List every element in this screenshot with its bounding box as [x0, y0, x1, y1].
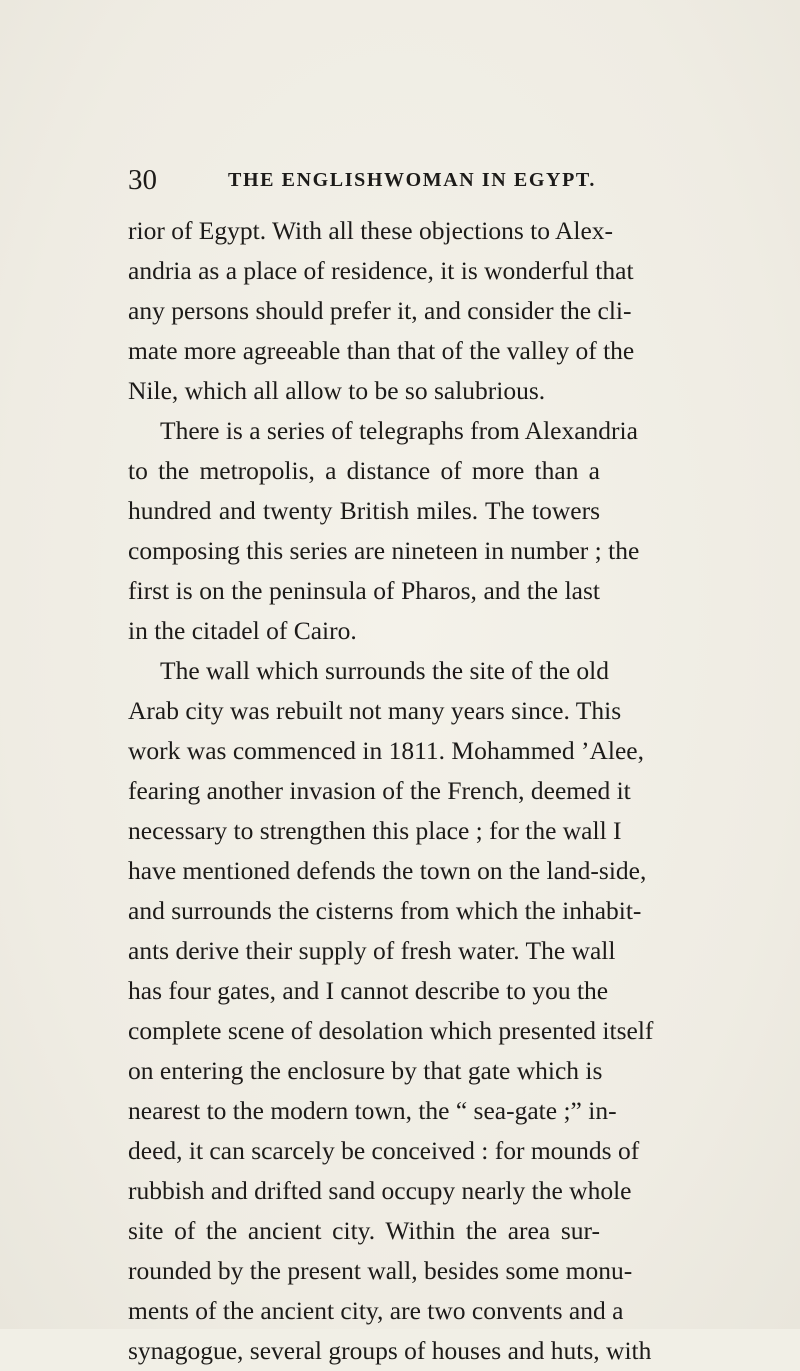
text-line: work was commenced in 1811. Mohammed ’Alee, — [128, 736, 645, 765]
text-line: first is on the peninsula of Pharos, and the last — [128, 576, 600, 605]
text-line: rubbish and drifted sand occupy nearly the whole — [128, 1176, 632, 1205]
text-line: Nile, which all allow to be so salubrious. — [128, 376, 546, 405]
text-line: deed, it can scarcely be conceived : for mounds of — [128, 1136, 640, 1165]
text-line: rounded by the present wall, besides some monu- — [128, 1256, 633, 1285]
text-line: composing this series are nineteen in number ; the — [128, 536, 640, 565]
text-line: has four gates, and I cannot describe to you the — [128, 976, 609, 1005]
text-line: any persons should prefer it, and consider the cli- — [128, 296, 632, 325]
text-line: mate more agreeable than that of the valley of the — [128, 336, 635, 365]
text-line: fearing another invasion of the French, deemed it — [128, 776, 631, 805]
body-text — [128, 211, 654, 1371]
text-line: The wall which surrounds the site of the old — [160, 656, 609, 685]
text-line: in the citadel of Cairo. — [128, 616, 357, 645]
text-line: necessary to strengthen this place ; for the wall I — [128, 816, 622, 845]
text-line: complete scene of desolation which presented itself — [128, 1016, 654, 1045]
text-line: nearest to the modern town, the “ sea-gate ;” in- — [128, 1096, 617, 1125]
text-line: to the metropolis, a distance of more than a — [128, 456, 600, 485]
text-line: ants derive their supply of fresh water. The wall — [128, 936, 616, 965]
text-line: ments of the ancient city, are two convents and a — [128, 1296, 624, 1325]
text-line: and surrounds the cisterns from which the inhabit- — [128, 896, 642, 925]
text-line: andria as a place of residence, it is wonderful that — [128, 256, 634, 285]
page-header — [128, 160, 600, 200]
text-line: Arab city was rebuilt not many years since. This — [128, 696, 622, 725]
text-line: site of the ancient city. Within the area sur- — [128, 1216, 600, 1245]
text-line: rior of Egypt. With all these objections to Alex- — [128, 216, 614, 245]
text-line: There is a series of telegraphs from Alexandria — [160, 416, 638, 445]
text-line: hundred and twenty British miles. The towers — [128, 496, 600, 525]
text-line: synagogue, several groups of houses and huts, with — [128, 1336, 652, 1365]
text-line: on entering the enclosure by that gate which is — [128, 1056, 603, 1085]
running-head: THE ENGLISHWOMAN IN EGYPT. — [228, 169, 596, 191]
page-number: 30 — [128, 164, 157, 196]
text-line: have mentioned defends the town on the land-side, — [128, 856, 647, 885]
